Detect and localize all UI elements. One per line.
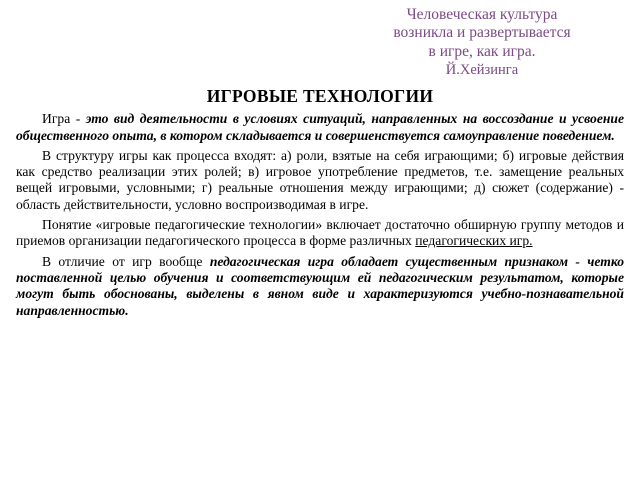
paragraph-structure xyxy=(16,148,624,213)
epigraph-line-1: Человеческая культура xyxy=(406,6,558,23)
structure-text: В структуру игры как процесса входят: а) роли, взятые на себя играющими; б) игровые действия как средство реализации этих ролей; в) игровое употребление предметов, т.е. замещение реальных вещей игровыми, условными; г) реальные отношения между играющими; д) сюжет (содержание) - область действительности, условно воспроизводимая в игре. xyxy=(16,147,624,212)
epigraph-line-2: возникла и развертывается xyxy=(393,24,571,42)
body-content xyxy=(16,111,624,319)
difference-lead: В отличие от игр вообще xyxy=(42,253,210,269)
definition-emphasis: это вид деятельности в условиях ситуаций, направленных на воссоздание и усвоение общественного опыта, в котором складывается и совершенствуется самоуправление поведением. xyxy=(16,111,624,143)
definition-lead: Игра - xyxy=(42,111,86,127)
concept-text-before: Понятие «игровые педагогические технологии» включает достаточно обширную группу методов и приемов организации педагогического процесса в форме различных xyxy=(16,217,624,249)
epigraph-line-3: в игре, как игра. xyxy=(428,42,536,60)
difference-emphasis: педагогическая игра обладает существенным признаком - четко поставленной целью обучения и соответствующим ей педагогическим результатом, которые могут быть обоснованы, выделены в явном виде и характеризуются учебно-познавательной направленностью. xyxy=(16,253,624,318)
paragraph-difference xyxy=(16,254,624,319)
page-title: ИГРОВЫЕ ТЕХНОЛОГИИ xyxy=(206,86,434,107)
pedagogical-games-link[interactable]: педагогических игр. xyxy=(415,233,533,249)
epigraph-author: Й.Хейзинга xyxy=(445,61,519,78)
paragraph-concept xyxy=(16,217,624,250)
paragraph-definition xyxy=(16,111,624,144)
epigraph-block xyxy=(332,6,632,61)
